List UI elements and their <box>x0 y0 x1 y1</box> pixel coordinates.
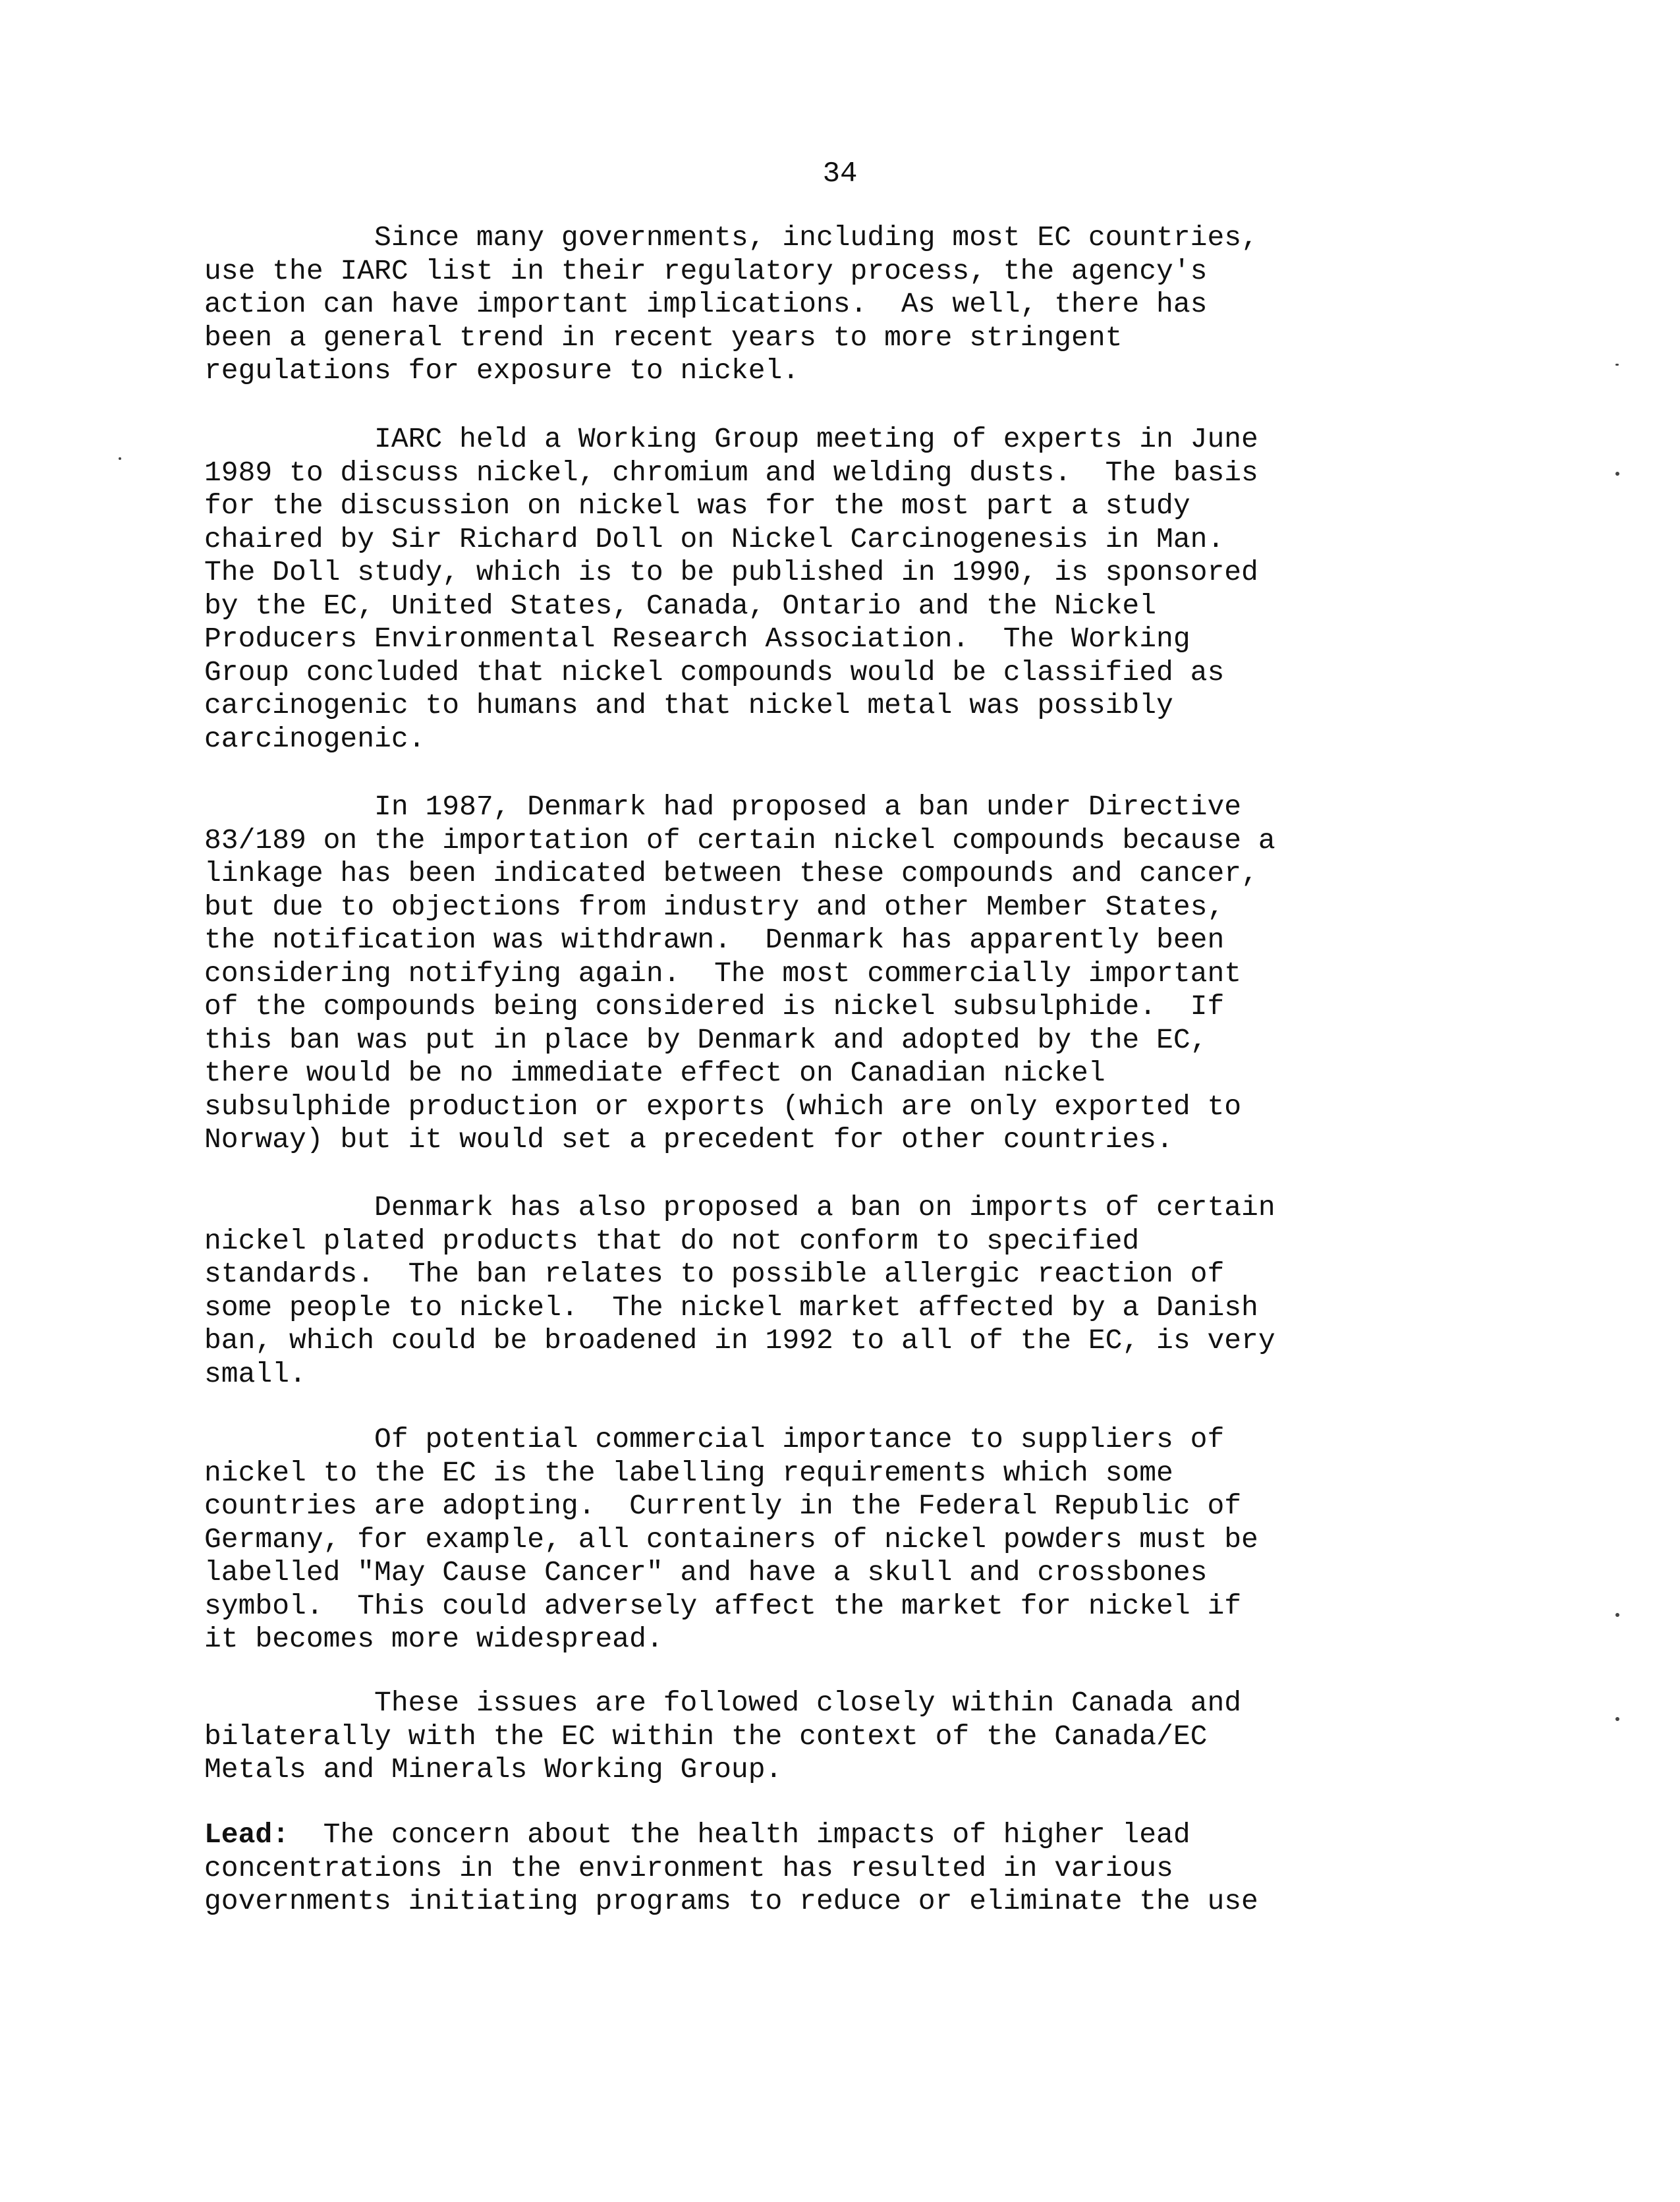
paragraph-lead <box>204 1819 1522 1919</box>
text-line: 1989 to discuss nickel, chromium and welding dusts. The basis <box>204 456 1258 489</box>
text-line: by the EC, United States, Canada, Ontario and the Nickel <box>204 589 1157 622</box>
paragraph-iarc-working-group <box>204 423 1522 756</box>
text-line: chaired by Sir Richard Doll on Nickel Carcinogenesis in Man. <box>204 522 1225 555</box>
lead-heading: Lead: <box>204 1819 290 1851</box>
text-line: 83/189 on the importation of certain nickel compounds because a <box>204 824 1275 857</box>
text-line: nickel plated products that do not conform to specified <box>204 1224 1140 1257</box>
text-line <box>204 1819 1522 1852</box>
text-line: These issues are followed closely within Canada and <box>204 1687 1242 1719</box>
scan-speck <box>1615 1613 1619 1617</box>
text-line: Metals and Minerals Working Group. <box>204 1753 783 1786</box>
text-line: countries are adopting. Currently in the Federal Republic of <box>204 1490 1242 1522</box>
paragraph-denmark-proposal <box>204 791 1522 1157</box>
text-line: concentrations in the environment has resulted in various <box>204 1851 1173 1884</box>
text-line: Denmark has also proposed a ban on imports of certain <box>204 1191 1275 1224</box>
page-number: 34 <box>822 157 858 190</box>
scan-speck <box>119 457 121 460</box>
text-line: labelled "May Cause Cancer" and have a skull and crossbones <box>204 1556 1208 1589</box>
text-line: use the IARC list in their regulatory process, the agency's <box>204 254 1208 287</box>
paragraph-denmark-plated-ban <box>204 1191 1522 1391</box>
text-line: nickel to the EC is the labelling requirements which some <box>204 1456 1173 1489</box>
text-line: of the compounds being considered is nickel subsulphide. If <box>204 990 1225 1023</box>
text-line: considering notifying again. The most commercially important <box>204 957 1242 990</box>
text-line: but due to objections from industry and other Member States, <box>204 890 1225 923</box>
text-line: this ban was put in place by Denmark and adopted by the EC, <box>204 1023 1208 1056</box>
paragraph-labelling-requirements <box>204 1423 1522 1656</box>
text-line: there would be no immediate effect on Canadian nickel <box>204 1057 1106 1089</box>
text-line: IARC held a Working Group meeting of experts in June <box>204 423 1258 455</box>
text-line: Group concluded that nickel compounds would be classified as <box>204 656 1225 689</box>
text-line: standards. The ban relates to possible allergic reaction of <box>204 1258 1225 1290</box>
text-line: Since many governments, including most EC countries, <box>204 221 1258 254</box>
text-line: Germany, for example, all containers of nickel powders must be <box>204 1523 1258 1556</box>
paragraph-working-group-followup <box>204 1687 1522 1787</box>
scan-speck <box>1615 364 1619 366</box>
text-line: regulations for exposure to nickel. <box>204 354 800 387</box>
text-line: In 1987, Denmark had proposed a ban under Directive <box>204 791 1242 823</box>
text-line: Producers Environmental Research Association. The Working <box>204 623 1190 655</box>
text-line: governments initiating programs to reduce or eliminate the use <box>204 1885 1258 1917</box>
text-line: it becomes more widespread. <box>204 1623 663 1655</box>
text-line: the notification was withdrawn. Denmark has apparently been <box>204 924 1225 956</box>
text-line: ban, which could be broadened in 1992 to all of the EC, is very <box>204 1324 1275 1357</box>
text-line: Of potential commercial importance to suppliers of <box>204 1423 1225 1455</box>
paragraph-iarc-list <box>204 221 1522 388</box>
text-line: symbol. This could adversely affect the market for nickel if <box>204 1589 1242 1622</box>
text-line: bilaterally with the EC within the context of the Canada/EC <box>204 1720 1208 1753</box>
scan-speck <box>1615 1717 1619 1721</box>
text-line: Norway) but it would set a precedent for other countries. <box>204 1123 1173 1156</box>
text-line: carcinogenic to humans and that nickel metal was possibly <box>204 689 1173 721</box>
text-line: been a general trend in recent years to more stringent <box>204 321 1123 354</box>
text-line: The Doll study, which is to be published in 1990, is sponsored <box>204 556 1258 588</box>
text-line: linkage has been indicated between these compounds and cancer, <box>204 857 1258 889</box>
text-line: some people to nickel. The nickel market affected by a Danish <box>204 1291 1258 1324</box>
text-line: for the discussion on nickel was for the most part a study <box>204 490 1190 522</box>
lead-first-line-text: The concern about the health impacts of higher lead <box>289 1819 1190 1851</box>
text-line: subsulphide production or exports (which are only exported to <box>204 1090 1242 1123</box>
text-line: action can have important implications. As well, there has <box>204 288 1208 320</box>
text-line: carcinogenic. <box>204 722 426 755</box>
text-line: small. <box>204 1357 306 1390</box>
scan-speck <box>1615 472 1619 476</box>
